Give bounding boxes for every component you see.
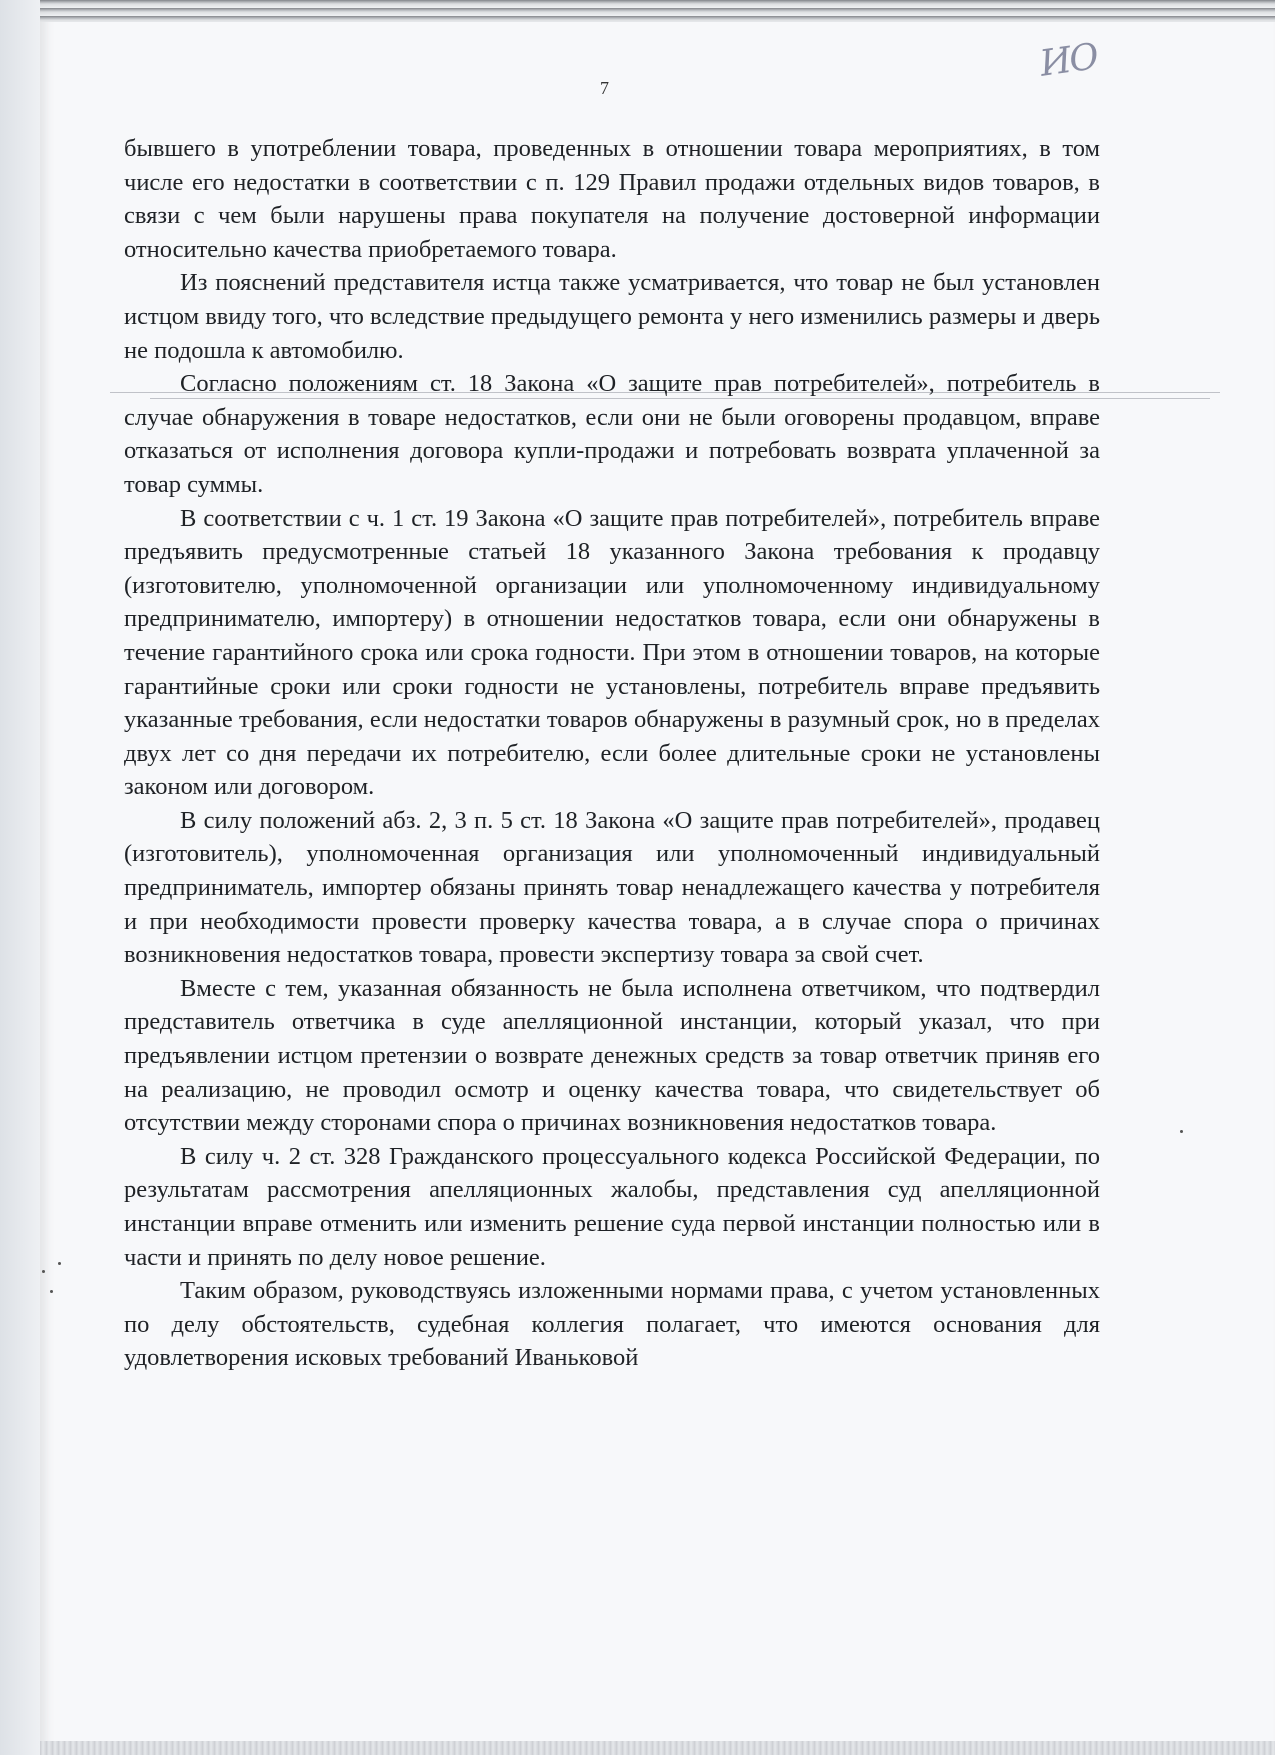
scan-speck — [50, 1290, 53, 1293]
paragraph: Вместе с тем, указанная обязанность не была исполнена ответчиком, что подтвердил представитель ответчика в суде апелляционной инстанции, который указал, что при предъявлении истцом претензии о возврате денежных средств за товар ответчик приняв его на реализацию, не проводил осмотр и оценку качества товара, что свидетельствует об отсутствии между сторонами спора о причинах возникновения недостатков товара. — [124, 974, 1100, 1137]
scan-speck — [42, 1270, 45, 1273]
paragraph: В силу ч. 2 ст. 328 Гражданского процессуального кодекса Российской Федерации, по результатам рассмотрения апелляционных жалобы, представления суд апелляционной инстанции вправе отменить или изменить решение суда первой инстанции полностью или в части и принять по делу новое решение. — [124, 1142, 1100, 1271]
document-body — [124, 132, 1100, 1375]
paragraph: бывшего в употреблении товара, проведенных в отношении товара мероприятиях, в том числе его недостатки в соответствии с п. 129 Правил продажи отдельных видов товаров, в связи с чем были нарушены права покупателя на получение достоверной информации относительно качества приобретаемого товара. — [124, 135, 1100, 263]
page-number: 7 — [600, 78, 609, 98]
paragraph: Из пояснений представителя истца также усматривается, что товар не был установлен истцом ввиду того, что вследствие предыдущего ремонта у него изменились размеры и дверь не подошла к автомобилю. — [124, 269, 1100, 364]
scan-top-artifact — [40, 0, 1275, 22]
scan-bottom-artifact — [40, 1741, 1275, 1755]
scan-speck — [58, 1262, 61, 1265]
paragraph: В силу положений абз. 2, 3 п. 5 ст. 18 Закона «О защите прав потребителей», продавец (изготовитель), уполномоченная организация или уполномоченный индивидуальный предприниматель, импортер обязаны принять товар ненадлежащего качества у потребителя и при необходимости провести проверку качества товара, а в случае спора о причинах возникновения недостатков товара, провести экспертизу товара за свой счет. — [124, 806, 1100, 969]
scan-left-margin — [0, 0, 40, 1755]
handwritten-initials: ИО — [1037, 36, 1100, 85]
scan-speck — [1180, 1130, 1183, 1133]
paragraph: В соответствии с ч. 1 ст. 19 Закона «О защите прав потребителей», потребитель вправе предъявить предусмотренные статьей 18 указанного Закона требования к продавцу (изготовителю, уполномоченной организации или уполномоченному индивидуальному предпринимателю, импортеру) в отношении недостатков товара, если они обнаружены в течение гарантийного срока или срока годности. При этом в отношении товаров, на которые гарантийные сроки или сроки годности не установлены, потребитель вправе предъявить указанные требования, если недостатки товаров обнаружены в разумный срок, но в пределах двух лет со дня передачи их потребителю, если более длительные сроки не установлены законом или договором. — [124, 504, 1100, 801]
paragraph: Таким образом, руководствуясь изложенными нормами права, с учетом установленных по делу обстоятельств, судебная коллегия полагает, что имеются основания для удовлетворения исковых требований Иваньковой — [124, 1277, 1100, 1372]
paragraph: Согласно положениям ст. 18 Закона «О защите прав потребителей», потребитель в случае обнаружения в товаре недостатков, если они не были оговорены продавцом, вправе отказаться от исполнения договора купли-продажи и потребовать возврата уплаченной за товар суммы. — [124, 370, 1100, 498]
